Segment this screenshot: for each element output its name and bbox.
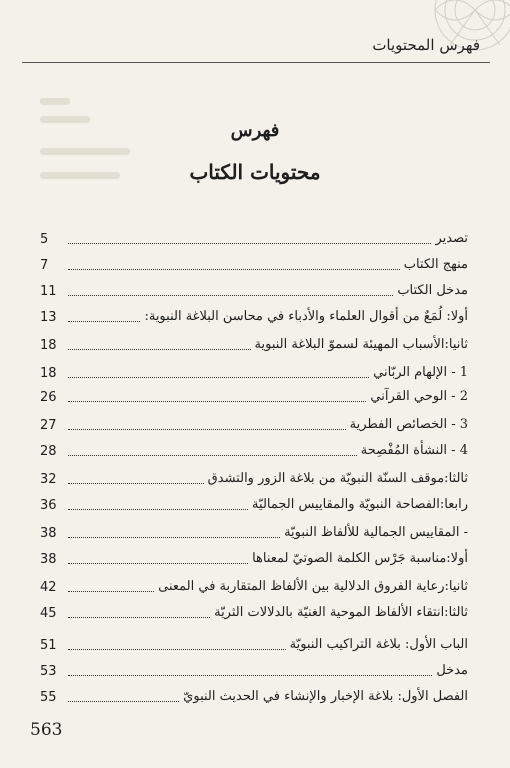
dot-leader (68, 243, 431, 244)
dot-leader (68, 401, 366, 402)
toc-entry-label: - المقاييس الجمالية للألفاظ النبويّة (284, 525, 468, 540)
toc-entry[interactable] (40, 520, 468, 542)
toc-entry-label: منهج الكتاب (403, 257, 468, 272)
dot-leader (68, 377, 369, 378)
toc-entry-page: 7 (40, 258, 49, 273)
toc-entry-page: 32 (40, 472, 57, 487)
dot-leader (68, 701, 179, 702)
running-header: فهرس المحتويات (372, 36, 480, 54)
toc-entry[interactable] (40, 492, 468, 514)
dot-leader (68, 321, 140, 322)
bleed-through-mark (40, 98, 70, 105)
toc-entry[interactable] (40, 632, 468, 654)
toc-subheading: محتويات الكتاب (189, 160, 321, 184)
dot-leader (68, 649, 286, 650)
toc-entry[interactable] (40, 360, 468, 382)
toc-entry[interactable] (40, 684, 468, 706)
toc-entry[interactable] (40, 332, 468, 354)
toc-entry[interactable] (40, 466, 468, 488)
dot-leader (68, 269, 400, 270)
toc-entry-label: الفصل الأول: بلاغة الإخبار والإنشاء في الحديث النبويّ (183, 689, 468, 704)
toc-entry-page: 11 (40, 284, 57, 299)
toc-entry[interactable] (40, 658, 468, 680)
toc-entry-page: 28 (40, 444, 57, 459)
toc-entry-page: 38 (40, 552, 57, 567)
toc-entry-page: 27 (40, 418, 57, 433)
toc-entry-label: تصدير (435, 231, 468, 246)
toc-entry-label: مدخل الكتاب (397, 283, 468, 298)
dot-leader (68, 675, 432, 676)
dot-leader (68, 617, 210, 618)
toc-entry-page: 18 (40, 338, 57, 353)
toc-entry[interactable] (40, 278, 468, 300)
toc-entry-label: 2 - الوحي القرآني (370, 389, 468, 404)
toc-entry[interactable] (40, 226, 468, 248)
bleed-through-mark (40, 148, 130, 155)
dot-leader (68, 429, 346, 430)
toc-entry[interactable] (40, 384, 468, 406)
toc-entry-page: 18 (40, 366, 57, 381)
dot-leader (68, 295, 393, 296)
dot-leader (68, 455, 357, 456)
toc-entry-page: 13 (40, 310, 57, 325)
toc-entry-label: مدخل (436, 663, 468, 678)
toc-entry-label: ثانيا:رعاية الفروق الدلالية بين الألفاظ المتقاربة في المعنى (158, 579, 468, 594)
toc-entry[interactable] (40, 600, 468, 622)
toc-entry-page: 5 (40, 232, 49, 247)
toc-entry-label: 4 - النشأة المُفْصِحة (360, 443, 468, 458)
dot-leader (68, 591, 154, 592)
page-number: 563 (30, 720, 63, 740)
toc-entry-label: رابعا:الفصاحة النبويّة والمقاييس الجماليّة (252, 497, 468, 512)
toc-entry-label: 3 - الخصائص الفطرية (349, 417, 468, 432)
toc-entry[interactable] (40, 412, 468, 434)
toc-entry-label: ثالثا:موقف السنّة النبويّة من بلاغة الزور والتشدق (207, 471, 468, 486)
header-divider (22, 62, 490, 63)
toc-entry[interactable] (40, 574, 468, 596)
toc-entry[interactable] (40, 546, 468, 568)
toc-entry-page: 38 (40, 526, 57, 541)
toc-entry[interactable] (40, 304, 468, 326)
toc-entry-page: 51 (40, 638, 57, 653)
dot-leader (68, 509, 248, 510)
toc-entry[interactable] (40, 252, 468, 274)
toc-entry-label: أولا: لُمَعٌ من أقوال العلماء والأدباء في محاسن البلاغة النبوية: (144, 309, 468, 324)
toc-entry[interactable] (40, 438, 468, 460)
toc-entry-label: 1 - الإلهام الربّاني (373, 365, 468, 380)
toc-entry-page: 53 (40, 664, 57, 679)
toc-entry-label: ثانيا:الأسباب المهيئة لسموّ البلاغة النبوية (254, 337, 468, 352)
toc-entry-page: 45 (40, 606, 57, 621)
toc-entry-label: أولا:مناسبة جَرْس الكلمة الصوتيّ لمعناها (252, 551, 468, 566)
toc-entry-page: 26 (40, 390, 57, 405)
toc-entry-page: 42 (40, 580, 57, 595)
dot-leader (68, 349, 251, 350)
dot-leader (68, 483, 204, 484)
toc-entry-page: 36 (40, 498, 57, 513)
dot-leader (68, 537, 280, 538)
dot-leader (68, 563, 248, 564)
toc-heading: فهرس (230, 120, 280, 141)
toc-entry-label: الباب الأول: بلاغة التراكيب النبويّة (289, 637, 468, 652)
toc-entry-page: 55 (40, 690, 57, 705)
toc-entry-label: ثالثا:انتقاء الألفاظ الموحية الغنيّة بالدلالات الثريّة (214, 605, 468, 620)
